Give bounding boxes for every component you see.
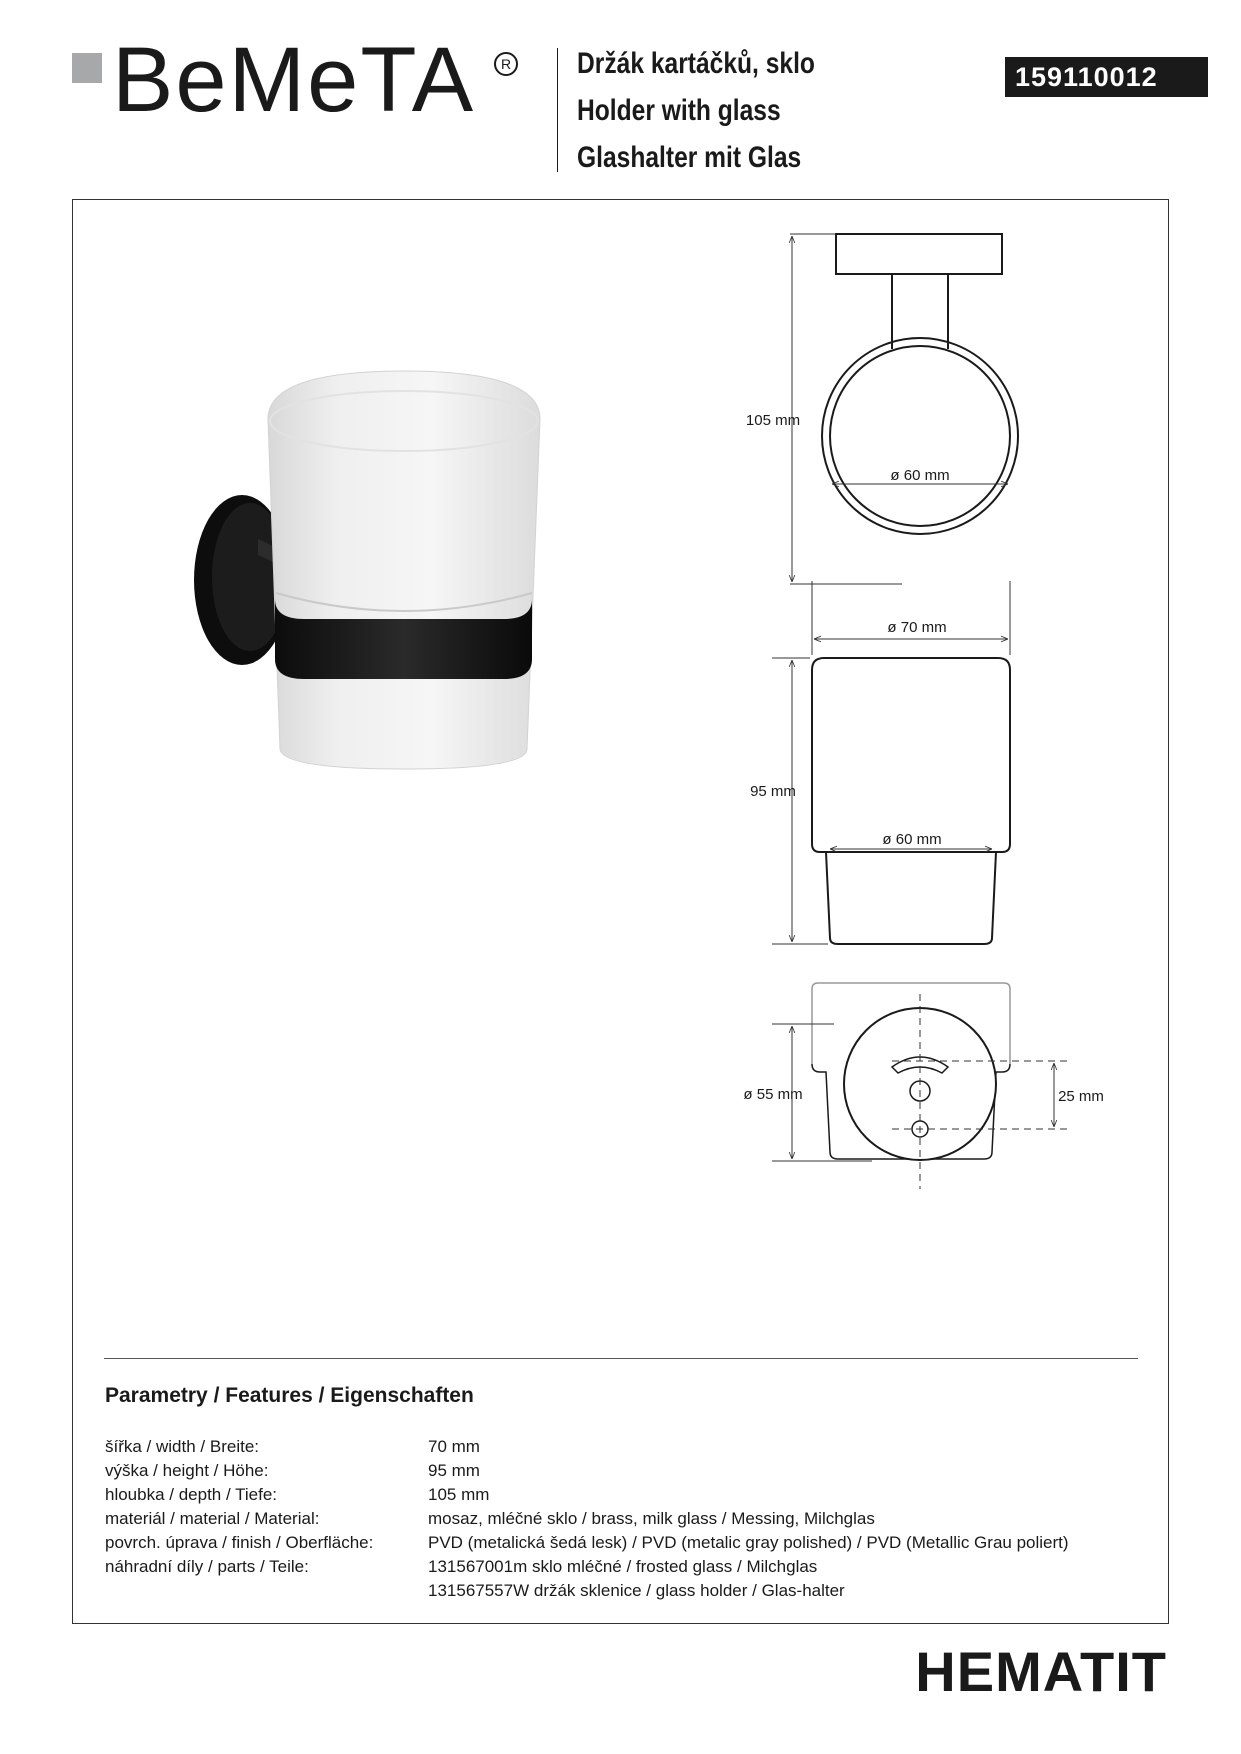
dim-glass-bottom: ø 60 mm (882, 831, 942, 848)
spec-label-material: materiál / material / Material: (105, 1509, 320, 1528)
spec-value-depth: 105 mm (428, 1485, 490, 1504)
dim-side-depth: 105 mm (745, 412, 801, 429)
registered-mark: R (494, 52, 518, 76)
product-code: 159110012 (1005, 57, 1208, 97)
features-separator (104, 1358, 1138, 1359)
product-title-en: Holder with glass (577, 94, 781, 127)
glass-outline (812, 658, 1010, 944)
product-title-cz: Držák kartáčků, sklo (577, 47, 815, 80)
spec-label-height: výška / height / Höhe: (105, 1461, 269, 1480)
spec-value-width: 70 mm (428, 1437, 480, 1456)
spec-label-parts: náhradní díly / parts / Teile: (105, 1557, 309, 1576)
spec-value-finish: PVD (metalická šedá lesk) / PVD (metalic gray polished) / PVD (Metallic Grau poliert) (428, 1533, 1069, 1552)
spec-label-width: šířka / width / Breite: (105, 1437, 259, 1456)
spec-value-part-glass: 131567001m sklo mléčné / frosted glass / Milchglas (428, 1557, 818, 1576)
features-title: Parametry / Features / Eigenschaften (105, 1384, 474, 1407)
logo-square (72, 53, 102, 83)
brand-logo: BeMeTA (112, 29, 476, 131)
technical-drawing (72, 199, 1169, 1369)
side-view (822, 234, 1018, 534)
spec-label-depth: hloubka / depth / Tiefe: (105, 1485, 278, 1504)
glass-front-view (812, 657, 1010, 944)
finish-name: HEMATIT (915, 1640, 1167, 1703)
spec-value-material: mosaz, mléčné sklo / brass, milk glass / Messing, Milchglas (428, 1509, 875, 1528)
product-photo (194, 371, 540, 769)
product-title-de: Glashalter mit Glas (577, 141, 802, 174)
side-ring-inner (830, 346, 1010, 526)
side-rosette (836, 234, 1002, 274)
spec-label-finish: povrch. úprava / finish / Oberfläche: (105, 1533, 374, 1552)
side-ring-outer (822, 338, 1018, 534)
dim-rosette-diameter: ø 55 mm (743, 1086, 803, 1103)
spec-value-part-holder: 131567557W držák sklenice / glass holder / Glas-halter (428, 1581, 845, 1600)
dim-ring-diameter: ø 60 mm (890, 467, 950, 484)
glass-photo (268, 371, 540, 769)
spec-value-height: 95 mm (428, 1461, 480, 1480)
dim-hole-spacing: 25 mm (1058, 1088, 1104, 1105)
dim-glass-top: ø 70 mm (887, 619, 947, 636)
title-divider (557, 48, 558, 172)
dim-glass-height: 95 mm (750, 783, 796, 800)
back-view (812, 983, 1070, 1189)
